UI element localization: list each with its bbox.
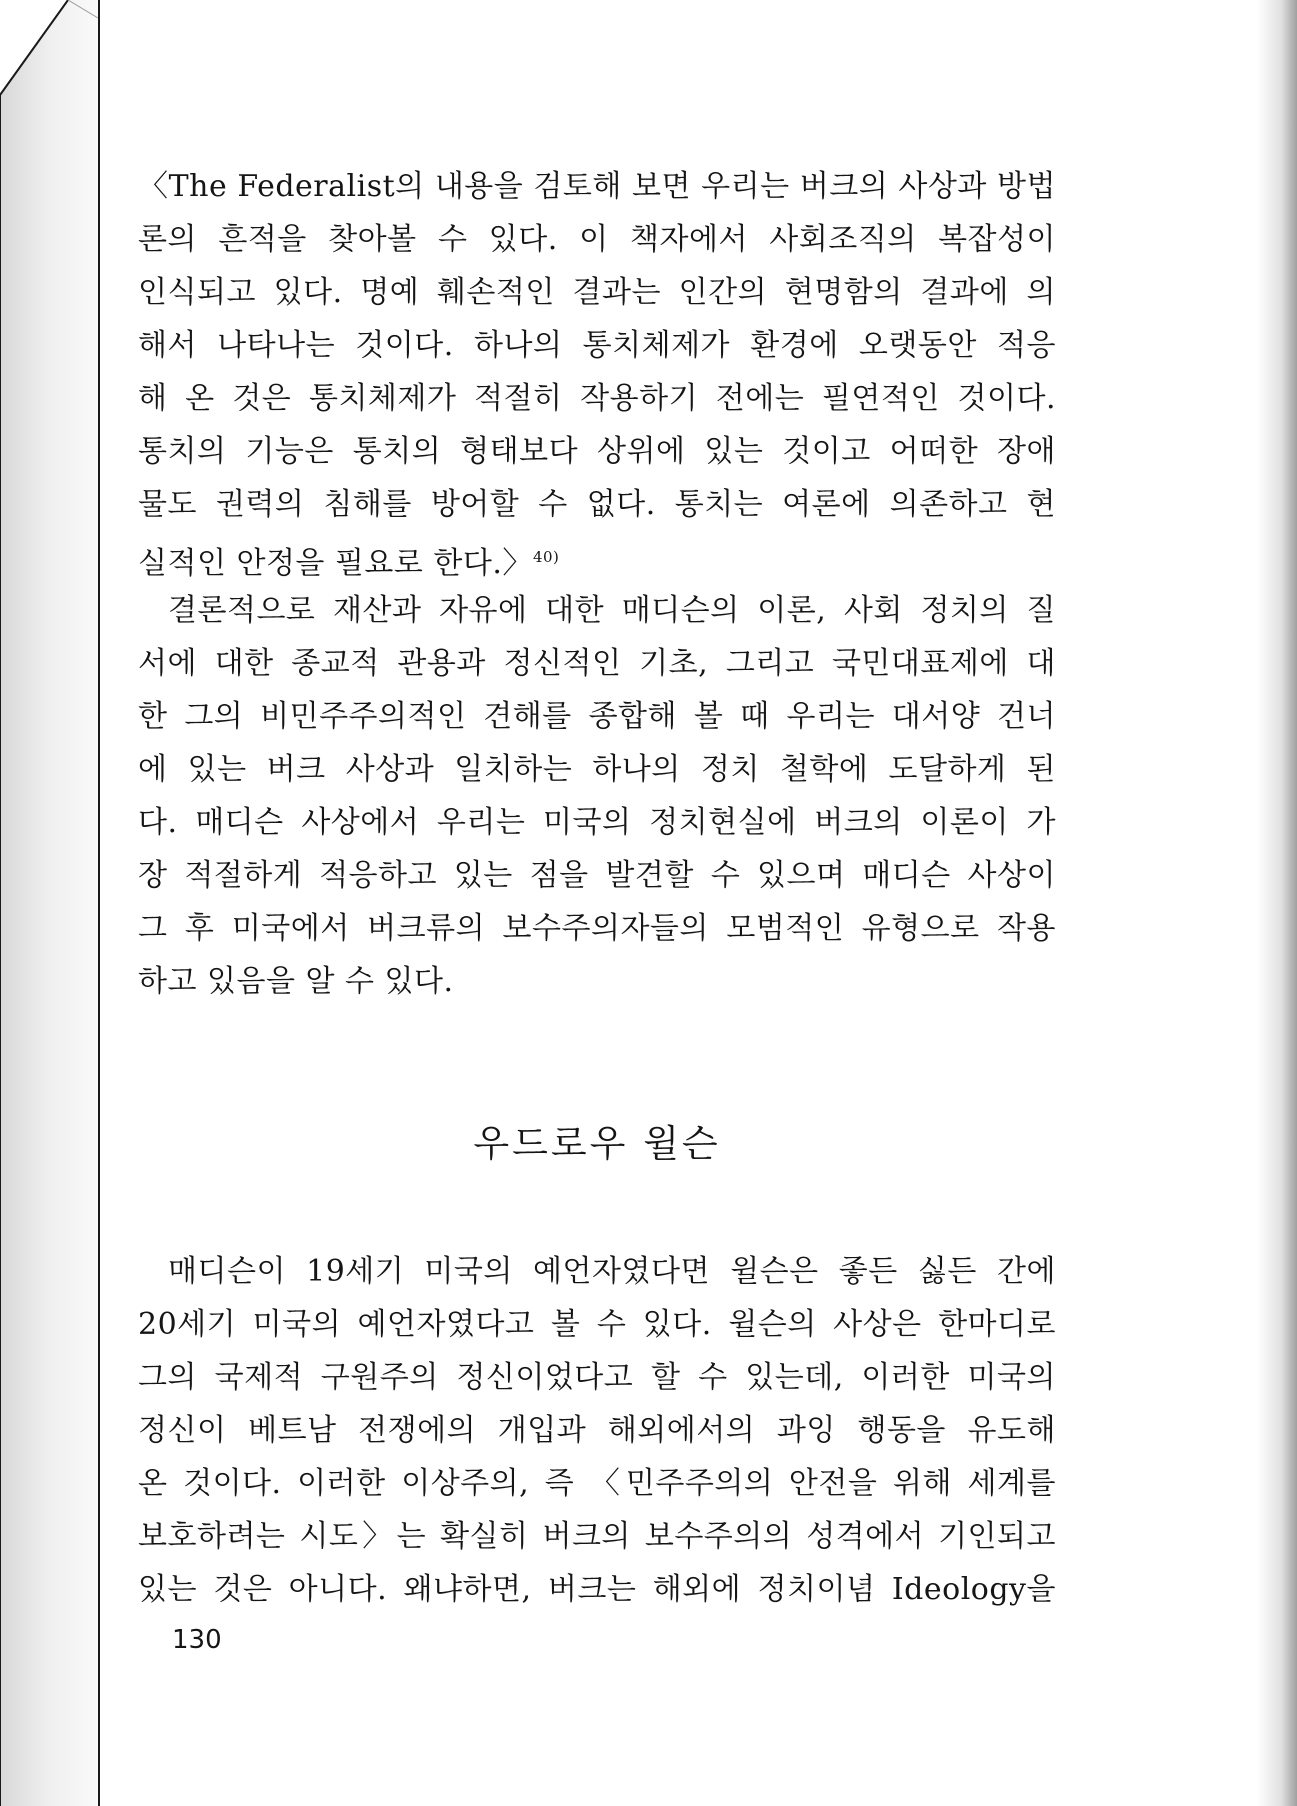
- text-line: 결론적으로 재산과 자유에 대한 매디슨의 이론, 사회 정치의 질: [168, 593, 1056, 628]
- text-line: 그의 국제적 구원주의 정신이었다고 할 수 있는데, 이러한 미국의: [138, 1360, 1056, 1395]
- text-line: 물도 권력의 침해를 방어할 수 없다. 통치는 여론에 의존하고 현: [138, 487, 1056, 522]
- text-line: 한 그의 비민주주의적인 견해를 종합해 볼 때 우리는 대서양 건너: [138, 699, 1056, 734]
- text-line: 해서 나타나는 것이다. 하나의 통치체제가 환경에 오랫동안 적응: [138, 328, 1056, 363]
- text-line: 해 온 것은 통치체제가 적절히 작용하기 전에는 필연적인 것이다.: [138, 381, 1056, 416]
- text-line: 인식되고 있다. 명예 훼손적인 결과는 인간의 현명함의 결과에 의: [138, 275, 1056, 310]
- text-line: 론의 흔적을 찾아볼 수 있다. 이 책자에서 사회조직의 복잡성이: [138, 222, 1056, 257]
- text-line: 통치의 기능은 통치의 형태보다 상위에 있는 것이고 어떠한 장애: [138, 434, 1056, 469]
- text-line: 장 적절하게 적응하고 있는 점을 발견할 수 있으며 매디슨 사상이: [138, 858, 1056, 893]
- text-line: 온 것이다. 이러한 이상주의, 즉 〈민주주의의 안전을 위해 세계를: [138, 1466, 1056, 1501]
- text-line: 매디슨이 19세기 미국의 예언자였다면 윌슨은 좋든 싫든 간에: [168, 1254, 1056, 1289]
- text-line: 〈The Federalist의 내용을 검토해 보면 우리는 버크의 사상과 방법: [138, 169, 1056, 204]
- quoted-paragraph: [138, 160, 1056, 584]
- text-line: 다. 매디슨 사상에서 우리는 미국의 정치현실에 버크의 이론이 가: [138, 805, 1056, 840]
- page-body-text: [138, 160, 1056, 1616]
- text-line: 그 후 미국에서 버크류의 보수주의자들의 모범적인 유형으로 작용: [138, 911, 1056, 946]
- text-line: 서에 대한 종교적 관용과 정신적인 기초, 그리고 국민대표제에 대: [138, 646, 1056, 681]
- conclusion-paragraph: [138, 584, 1056, 1008]
- text-line: 보호하려는 시도〉는 확실히 버크의 보수주의의 성격에서 기인되고: [138, 1519, 1056, 1554]
- page-shadow: [1257, 0, 1297, 1806]
- text-line: 있는 것은 아니다. 왜냐하면, 버크는 해외에 정치이념 Ideology을: [138, 1572, 1056, 1607]
- text-line-last: [138, 531, 1056, 584]
- text-line: 에 있는 버크 사상과 일치하는 하나의 정치 철학에 도달하게 된: [138, 752, 1056, 787]
- text-line: 20세기 미국의 예언자였다고 볼 수 있다. 윌슨의 사상은 한마디로: [138, 1307, 1056, 1342]
- footnote-reference: 40): [532, 548, 560, 566]
- page-number: 130: [172, 1625, 222, 1655]
- section-heading: 우드로우 윌슨: [473, 1122, 721, 1165]
- text-line: 정신이 베트남 전쟁에의 개입과 해외에서의 과잉 행동을 유도해: [138, 1413, 1056, 1448]
- text-line: 실적인 안정을 필요로 한다.〉: [138, 546, 533, 581]
- section-paragraph: [138, 1245, 1056, 1616]
- text-line: 하고 있음을 알 수 있다.: [138, 964, 454, 999]
